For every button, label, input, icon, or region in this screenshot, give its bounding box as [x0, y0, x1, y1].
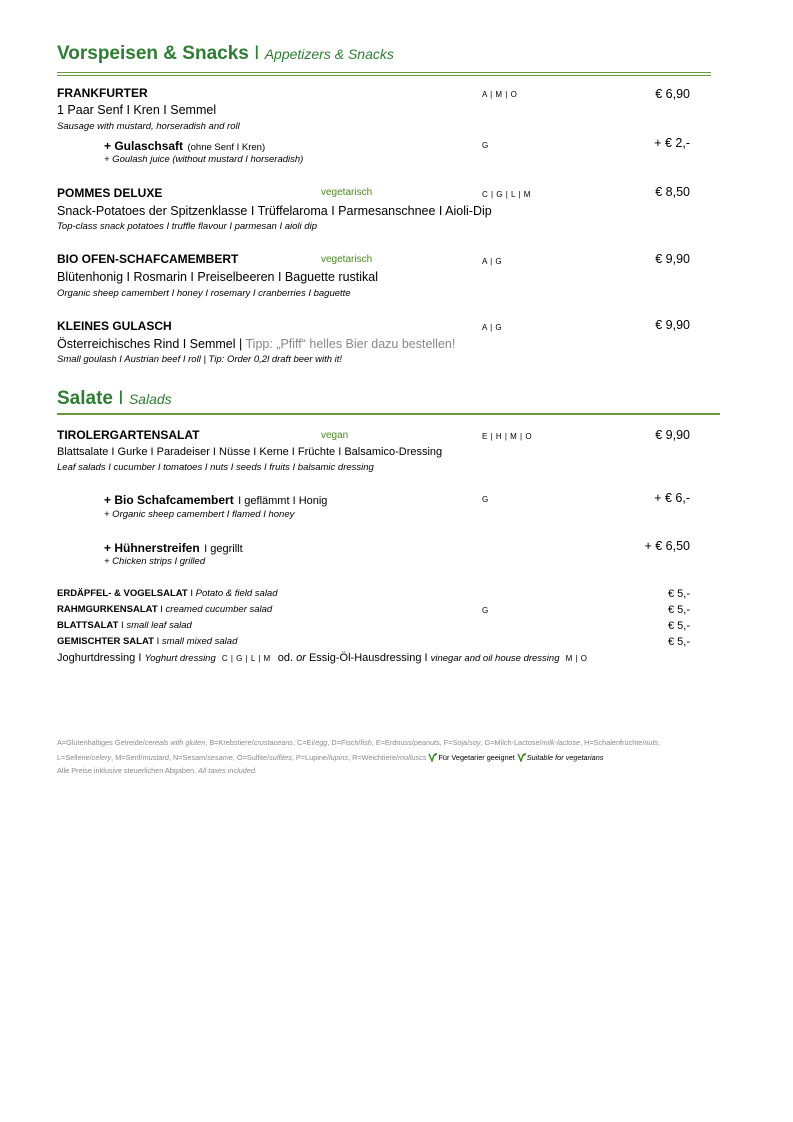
legend-text-en: nuts	[644, 738, 659, 747]
item-price: € 6,90	[655, 87, 690, 101]
legend-text-en: cereals with gluten	[144, 738, 206, 747]
item-desc: Blattsalate I Gurke I Paradeiser I Nüsse I Kerne I Früchte I Balsamico-Dressing	[57, 446, 443, 458]
veg-label-en: Suitable for vegetarians	[526, 752, 604, 762]
addon-item	[104, 491, 327, 509]
item-price: + € 6,-	[654, 491, 690, 505]
item-desc-en: Small goulash I Austrian beef I roll | Tip: Order 0,2l draft beer with it!	[57, 354, 343, 365]
item-tip: Tipp: „Pfiff“ helles Bier dazu bestellen!	[245, 337, 456, 351]
veg-label-de: Für Vegetarier geeignet	[438, 752, 515, 762]
legend-text: L=Sellerie/	[57, 752, 92, 762]
section-title-de: Salate	[57, 388, 113, 409]
addon-note: I gegrillt	[204, 543, 243, 555]
item-price: + € 6,50	[644, 539, 690, 553]
item-name: POMMES DELUXE	[57, 186, 163, 200]
legend-text: , H=Schalenfrüchte/	[580, 738, 645, 747]
item-price: € 8,50	[655, 185, 690, 199]
separator: I	[254, 43, 260, 64]
item-price: € 9,90	[655, 428, 690, 442]
legend-text-en: molluscs	[398, 752, 427, 762]
section-title-appetizers	[57, 43, 394, 65]
addon-name: + Gulaschsaft	[104, 139, 184, 153]
item-desc-en: + Goulash juice (without mustard I horseradish)	[104, 154, 304, 165]
legend-text: , D=Fisch/	[327, 738, 361, 747]
item-desc-en: Organic sheep camembert I honey I rosemary I cranberries I baguette	[57, 288, 351, 299]
side-name-en: small mixed salad	[161, 636, 238, 647]
legend-text: , F=Soja/	[439, 738, 470, 747]
legend-text-en: celery	[91, 752, 112, 762]
item-allergens: G	[482, 606, 489, 615]
item-desc: 1 Paar Senf I Kren I Semmel	[57, 103, 217, 117]
side-salad-row	[57, 604, 272, 615]
section-rule	[57, 413, 720, 415]
dressing-b: Essig-Öl-Hausdressing I	[308, 652, 428, 664]
dressing-b-en: vinegar and oil house dressing	[430, 653, 560, 664]
side-name-en: creamed cucumber salad	[165, 604, 273, 615]
addon-name: + Bio Schafcamembert	[104, 493, 234, 507]
legend-text-en: fish	[360, 738, 372, 747]
legend-text-en: mustard	[142, 752, 169, 762]
item-name: FRANKFURTER	[57, 86, 148, 100]
addon-item	[104, 539, 243, 557]
section-rule	[57, 72, 711, 73]
item-desc-en: + Organic sheep camembert I flamed I honey	[104, 509, 295, 520]
side-salad-row	[57, 636, 237, 647]
side-salad-row	[57, 588, 278, 599]
side-name: GEMISCHTER SALAT	[57, 636, 154, 647]
separator: I	[160, 604, 163, 615]
allergen-legend-line-2	[57, 752, 603, 764]
side-name: RAHMGURKENSALAT	[57, 604, 158, 615]
legend-text: , G=Milch-Lactose/	[480, 738, 542, 747]
addon-name: + Hühnerstreifen	[104, 541, 200, 555]
tax-note-en: All taxes included.	[198, 766, 257, 775]
legend-text-en: peanuts	[413, 738, 440, 747]
legend-text-en: crustaceans	[253, 738, 294, 747]
dressing-or-de: od.	[277, 652, 294, 664]
legend-text: , R=Weichtiere/	[348, 752, 399, 762]
item-name: BIO OFEN-SCHAFCAMEMBERT	[57, 252, 239, 266]
diet-tag: vegan	[321, 430, 349, 441]
legend-text-en: soy	[469, 738, 481, 747]
side-price: € 5,-	[667, 588, 690, 600]
legend-text-en: lupins	[329, 752, 349, 762]
tax-note	[57, 766, 257, 775]
legend-text: , B=Krebstiere/	[205, 738, 254, 747]
item-allergens: G	[482, 141, 489, 150]
legend-text: , P=Lupine/	[291, 752, 329, 762]
section-title-en: Appetizers & Snacks	[264, 46, 394, 62]
side-name: BLATTSALAT	[57, 620, 119, 631]
separator: I	[118, 388, 124, 409]
legend-text-en: sesame	[207, 752, 233, 762]
dressing-line	[57, 652, 587, 664]
side-price: € 5,-	[667, 636, 690, 648]
legend-text: , O=Sulfite/	[232, 752, 270, 762]
separator: I	[121, 620, 124, 631]
item-name: KLEINES GULASCH	[57, 319, 172, 333]
side-salad-row	[57, 620, 192, 631]
item-price: € 9,90	[655, 252, 690, 266]
legend-text: , E=Erdnuss/	[371, 738, 414, 747]
item-desc-en: Leaf salads I cucumber I tomatoes I nuts I seeds I fruits I balsamic dressing	[57, 462, 374, 473]
legend-text: , C=Ei/	[293, 738, 316, 747]
item-allergens: G	[482, 495, 489, 504]
item-desc-en: Sausage with mustard, horseradish and roll	[57, 121, 240, 132]
item-allergens: A | M | O	[482, 90, 518, 99]
item-desc: Snack-Potatoes der Spitzenklasse I Trüffelaroma I Parmesanschnee I Aioli-Dip	[57, 204, 492, 218]
addon-note: I geflämmt I Honig	[238, 495, 328, 507]
side-name-en: small leaf salad	[126, 620, 192, 631]
side-name: ERDÄPFEL- & VOGELSALAT	[57, 588, 188, 599]
tax-note-de: Alle Preise inklusive steuerlichen Abgaben.	[57, 766, 197, 775]
item-allergens: C | G | L | M	[482, 190, 531, 199]
legend-text: , N=Sesam/	[168, 752, 208, 762]
side-name-en: Potato & field salad	[195, 588, 278, 599]
section-title-de: Vorspeisen & Snacks	[57, 43, 249, 64]
section-title-en: Salads	[128, 391, 172, 407]
section-rule	[57, 75, 711, 76]
legend-text: , M=Senf/	[111, 752, 143, 762]
diet-tag: vegetarisch	[321, 187, 373, 198]
item-allergens: A | G	[482, 257, 503, 266]
allergen-legend-line-1	[57, 738, 660, 747]
addon-item	[104, 137, 265, 155]
item-price: € 9,90	[655, 318, 690, 332]
diet-tag: vegetarisch	[321, 254, 373, 265]
item-desc-en: + Chicken strips I grilled	[104, 556, 206, 567]
item-allergens: A | G	[482, 323, 503, 332]
separator: I	[156, 636, 160, 647]
item-desc-en: Top-class snack potatoes I truffle flavour I parmesan I aioli dip	[57, 221, 317, 232]
side-price: € 5,-	[667, 620, 690, 632]
legend-text-en: egg	[315, 738, 328, 747]
dressing-a-en: Yoghurt dressing	[144, 653, 216, 664]
dressing-b-allergens: M | O	[565, 654, 588, 663]
item-desc: Blütenhonig I Rosmarin I Preiselbeeren I Baguette rustikal	[57, 270, 379, 284]
section-title-salads	[57, 388, 172, 410]
legend-text-en: sulfites	[269, 752, 292, 762]
item-desc-text: Österreichisches Rind I Semmel |	[57, 337, 243, 351]
side-price: € 5,-	[667, 604, 690, 616]
item-allergens: E | H | M | O	[482, 432, 533, 441]
dressing-a: Joghurtdressing I	[57, 652, 142, 664]
item-desc	[57, 337, 455, 351]
item-price: + € 2,-	[654, 136, 690, 150]
legend-text: ,	[658, 738, 661, 747]
legend-text: A=Glutenhaltiges Getreide/	[57, 738, 145, 747]
vegetarian-leaf-icon	[428, 752, 438, 764]
item-name: TIROLERGARTENSALAT	[57, 428, 200, 442]
dressing-or-en: or	[296, 652, 306, 664]
separator: I	[190, 588, 193, 599]
dressing-a-allergens: C | G | L | M	[221, 654, 271, 663]
vegetarian-leaf-icon	[517, 752, 527, 764]
legend-text-en: milk-lactose	[541, 738, 581, 747]
addon-note: (ohne Senf I Kren)	[187, 142, 266, 153]
